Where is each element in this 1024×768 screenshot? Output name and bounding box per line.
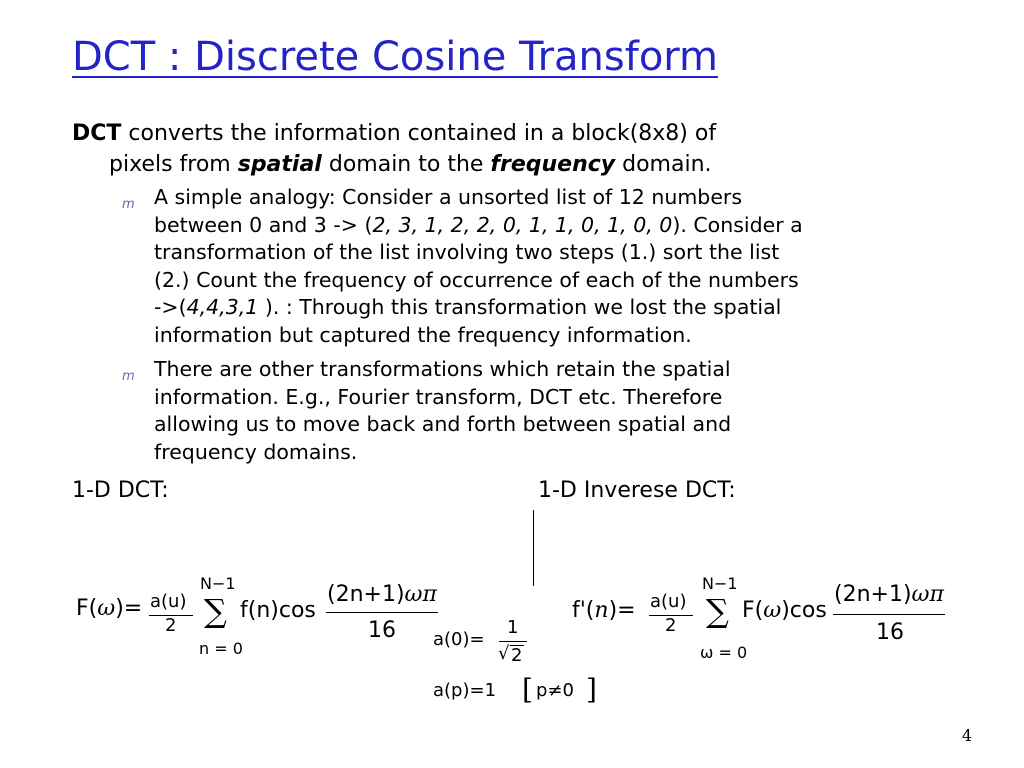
spatial-term: spatial (237, 152, 322, 177)
idct-label: 1-D Inverese DCT: (538, 478, 736, 503)
text-span: ->( (154, 295, 187, 320)
idct-sigma: ∑ (706, 592, 729, 630)
bullet-2-line: frequency domains. (154, 439, 358, 464)
idct-sum-upper: N−1 (702, 574, 738, 593)
text-span: ω (763, 598, 782, 623)
idct-coef-numerator: a(u) (650, 591, 687, 612)
text-span: )cos (781, 598, 827, 623)
idct-cos-denominator: 16 (876, 620, 904, 645)
text-span: F( (76, 596, 98, 621)
bullet-1-line (154, 294, 934, 322)
bullet-2-line: allowing us to move back and forth between spatial and (154, 412, 732, 437)
page-number: 4 (961, 726, 972, 745)
a0-lhs: a(0)= (433, 629, 485, 650)
a0-fraction-bar (499, 641, 527, 642)
text-span: ω (97, 596, 116, 621)
dct-label: 1-D DCT: (72, 478, 169, 503)
bullet-1-line: A simple analogy: Consider a unsorted list of 12 numbers (154, 185, 743, 209)
bullet-1 (154, 184, 934, 350)
count-values: 4,4,3,1 (186, 295, 259, 320)
bullet-1-line: transformation of the list involving two steps (1.) sort the list (154, 240, 780, 265)
a0-numerator: 1 (507, 617, 519, 638)
right-bracket-icon: ] (586, 673, 597, 706)
dct-term: f(n)cos (240, 598, 316, 623)
text-span: ). Consider a (672, 212, 803, 237)
idct-cos-fraction-bar (833, 614, 945, 615)
text-span: )= (608, 598, 636, 623)
text-span: between 0 and 3 -> ( (154, 212, 373, 237)
ap-condition: p≠0 (536, 680, 574, 701)
intro-text-3: domain to the (321, 152, 491, 177)
frequency-term: frequency (490, 152, 616, 177)
list-values: 2, 3, 1, 2, 2, 0, 1, 1, 0, 1, 0, 0 (372, 212, 673, 237)
bullet-2-line: There are other transformations which retain the spatial (154, 357, 731, 381)
bullet-marker-1: m (122, 197, 135, 212)
dct-coef-numerator: a(u) (150, 591, 187, 612)
text-span: ). : Through this transformation we lost the spatial (258, 295, 782, 320)
intro-paragraph (72, 118, 872, 180)
bullet-2-line: information. E.g., Fourier transform, DCT etc. Therefore (154, 384, 723, 409)
intro-line-1 (72, 118, 872, 149)
text-span: n (594, 598, 609, 623)
bullet-2 (154, 356, 934, 466)
bullet-1-line: information but captured the frequency information. (154, 322, 692, 347)
a0-sqrt-icon: √ (498, 643, 510, 664)
dct-term: DCT (72, 121, 122, 146)
text-span: (2n+1) (834, 582, 912, 607)
dct-cos-denominator: 16 (368, 618, 396, 643)
idct-term (742, 598, 827, 623)
idct-cos-numerator (834, 582, 944, 607)
text-span: (2n+1) (327, 582, 405, 607)
text-span: ωπ (404, 582, 437, 607)
dct-cos-numerator (327, 582, 437, 607)
idct-coef-denominator: 2 (665, 615, 677, 636)
dct-lhs (76, 596, 142, 621)
idct-lhs (572, 598, 636, 623)
bullet-1-line: (2.) Count the frequency of occurrence of each of the numbers (154, 267, 799, 292)
dct-sum-lower: n = 0 (199, 639, 243, 658)
a0-denominator: 2 (511, 645, 523, 666)
ap-lhs: a(p)=1 (433, 680, 497, 701)
text-span: ωπ (911, 582, 944, 607)
slide-title: DCT : Discrete Cosine Transform (72, 34, 718, 80)
divider-line (533, 510, 534, 586)
intro-text-1: converts the information contained in a block(8x8) of (121, 121, 717, 146)
dct-cos-fraction-bar (326, 612, 438, 613)
text-span: f'( (572, 598, 595, 623)
bullet-1-line (154, 212, 934, 240)
intro-text-4: domain. (615, 152, 712, 177)
dct-sigma: ∑ (204, 592, 227, 630)
intro-text-2: pixels from (109, 152, 238, 177)
bullet-marker-2: m (122, 369, 135, 384)
idct-sum-lower: ω = 0 (700, 643, 748, 662)
text-span: )= (115, 596, 143, 621)
left-bracket-icon: [ (522, 673, 533, 706)
text-span: F( (742, 598, 764, 623)
dct-sum-upper: N−1 (200, 574, 236, 593)
dct-coef-denominator: 2 (165, 615, 177, 636)
intro-line-2 (72, 149, 872, 180)
